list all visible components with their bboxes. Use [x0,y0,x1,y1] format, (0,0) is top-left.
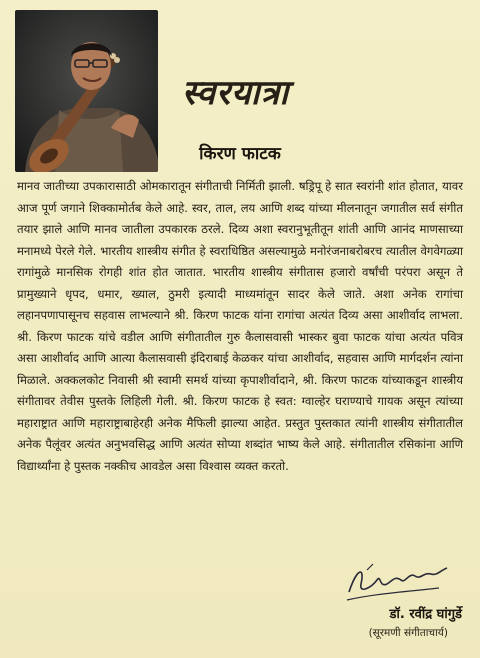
foreword-paragraph: मानव जातीच्या उपकारासाठी ओमकारातून संगीताची निर्मिती झाली. षड्रिपू हे सात स्वरांनी शांत होतात, यावर आज पूर्ण जगाने शिक्कामोर्तब केले आहे. स्वर, ताल, लय आणि शब्द यांच्या मीलनातून जगातील सर्व संगीत तयार झाले आणि मानव जातीला उपकारक ठरले. दिव्य अशा स्वरानुभूतीतून शांती आणि आनंद माणसाच्या मनामध्ये पेरले गेले. भारतीय शास्त्रीय संगीत हे स्वराधिष्ठित असल्यामुळे मनोरंजनाबरोबरच त्यातील वेगवेगळ्या रागांमुळे मानसिक रोगही शांत होत जातात. भारतीय शास्त्रीय संगीतास हजारो वर्षांची परंपरा असून ते प्रामुख्याने धृपद, धमार, ख्याल, ठुमरी इत्यादी माध्यमांतून सादर केले जाते. अशा अनेक रागांचा लहानपणापासूनच सहवास लाभल्याने श्री. किरण फाटक यांना रागांचा अत्यंत दिव्य असा आशीर्वाद लाभला. श्री. किरण फाटक यांचे वडील आणि संगीतातील गुरु कैलासवासी भास्कर बुवा फाटक यांचा अत्यंत पवित्र असा आशीर्वाद आणि आत्या कैलासवासी इंदिराबाई केळकर यांचा आशीर्वाद, सहवास आणि मार्गदर्शन त्यांना मिळाले. अक्कलकोट निवासी श्री स्वामी समर्थ यांच्या कृपाशीर्वादाने, श्री. किरण फाटक यांच्याकडून शास्त्रीय संगीतावर तेवीस पुस्तके लिहिली गेली. श्री. किरण फाटक हे स्वत: ग्वाल्हेर घराण्याचे गायक असून त्यांच्या महाराष्ट्रात आणि महाराष्ट्राबाहेरही अनेक मैफिली झाल्या आहेत. प्रस्तुत पुस्तकात त्यांनी शास्त्रीय संगीतातील अनेक पैलूंवर अत्यंत अनुभवसिद्ध आणि अत्यंत सोप्या शब्दांत भाष्य केले आहे. संगीतातील रसिकांना आणि विद्यार्थ्यांना हे पुस्तक नक्कीच आवडेल असा विश्वास व्यक्त करतो. [17,179,463,473]
signatory-title: (सूरमणी संगीताचार्य) [368,627,448,639]
book-title [182,62,382,122]
signatory-name: डॉ. रवींद्र घांगुर्डे [389,607,462,622]
signature-image [343,558,453,608]
book-title-text: स्वरयात्रा [182,73,290,113]
handwritten-signature [343,558,453,608]
author-name: किरण फाटक [199,144,281,164]
foreword-body [17,176,463,477]
